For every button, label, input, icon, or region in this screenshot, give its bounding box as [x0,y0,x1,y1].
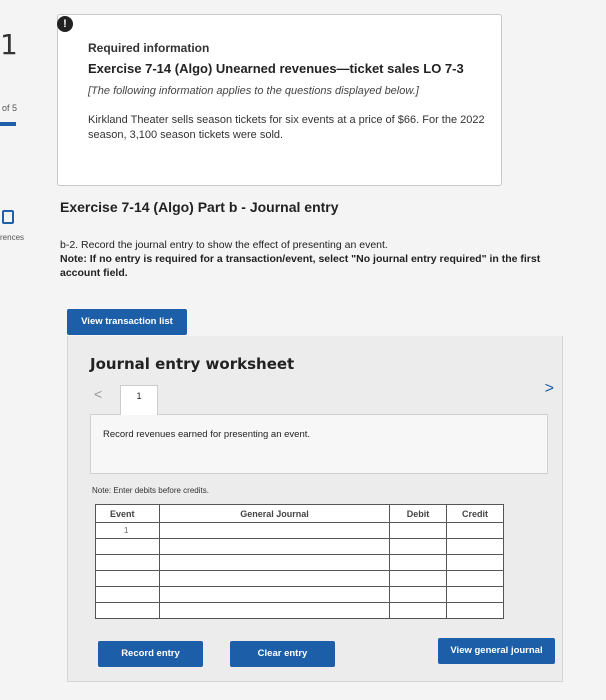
chevron-left-icon[interactable]: < [94,386,103,402]
debit-field[interactable] [390,523,447,539]
view-transaction-list-button[interactable]: View transaction list [67,309,187,335]
applies-note: [The following information applies to the questions displayed below.] [88,85,419,97]
table-row [96,555,504,571]
worksheet-description: Record revenues earned for presenting an event. [103,429,311,440]
column-header-debit: Debit [390,505,447,523]
problem-text: Kirkland Theater sells season tickets for six events at a price of $66. For the 2022 season, 3,100 season tickets were sold. [88,114,485,141]
debit-field[interactable] [390,587,447,603]
references-icon[interactable] [2,210,14,224]
journal-entry-worksheet [67,336,563,682]
references-label[interactable]: rences [0,233,25,242]
account-field[interactable] [160,571,390,587]
chevron-right-icon[interactable]: > [544,380,554,397]
worksheet-description-box [90,414,548,474]
event-cell [96,587,160,603]
worksheet-title: Journal entry worksheet [90,355,295,373]
progress-bar [0,122,16,126]
credit-field[interactable] [447,587,504,603]
debit-field[interactable] [390,539,447,555]
debit-field[interactable] [390,571,447,587]
table-row [96,587,504,603]
account-field[interactable] [160,523,390,539]
account-field[interactable] [160,555,390,571]
column-header-event: Event [96,505,160,523]
instruction-text: b-2. Record the journal entry to show the effect of presenting an event. [60,239,388,251]
table-row [96,523,504,539]
required-info-heading: Required information [88,41,210,55]
exercise-title: Exercise 7-14 (Algo) Unearned revenues—ticket sales LO 7-3 [88,61,464,76]
event-cell: 1 [96,523,160,539]
instructions [60,238,560,280]
alert-icon: ! [57,16,73,32]
credit-field[interactable] [447,555,504,571]
clear-entry-button[interactable]: Clear entry [230,641,335,667]
question-count: of 5 [2,103,18,113]
record-entry-button[interactable]: Record entry [98,641,203,667]
table-row [96,571,504,587]
column-header-general-journal: General Journal [160,505,390,523]
worksheet-note: Note: Enter debits before credits. [92,486,209,495]
instruction-note: Note: If no entry is required for a transaction/event, select "No journal entry required" in the first account field. [60,253,541,279]
tab-entry-1[interactable]: 1 [120,385,158,415]
account-field[interactable] [160,587,390,603]
credit-field[interactable] [447,539,504,555]
event-cell [96,571,160,587]
debit-field[interactable] [390,603,447,619]
account-field[interactable] [160,603,390,619]
table-row [96,603,504,619]
credit-field[interactable] [447,523,504,539]
credit-field[interactable] [447,603,504,619]
column-header-credit: Credit [447,505,504,523]
table-row [96,539,504,555]
journal-table [95,504,504,619]
debit-field[interactable] [390,555,447,571]
part-title: Exercise 7-14 (Algo) Part b - Journal entry [60,199,339,215]
left-rail [0,0,40,700]
event-cell [96,555,160,571]
question-number[interactable]: 1 [0,28,18,61]
required-information-box [57,14,502,186]
event-cell [96,539,160,555]
account-field[interactable] [160,539,390,555]
event-cell [96,603,160,619]
view-general-journal-button[interactable]: View general journal [438,638,555,664]
credit-field[interactable] [447,571,504,587]
